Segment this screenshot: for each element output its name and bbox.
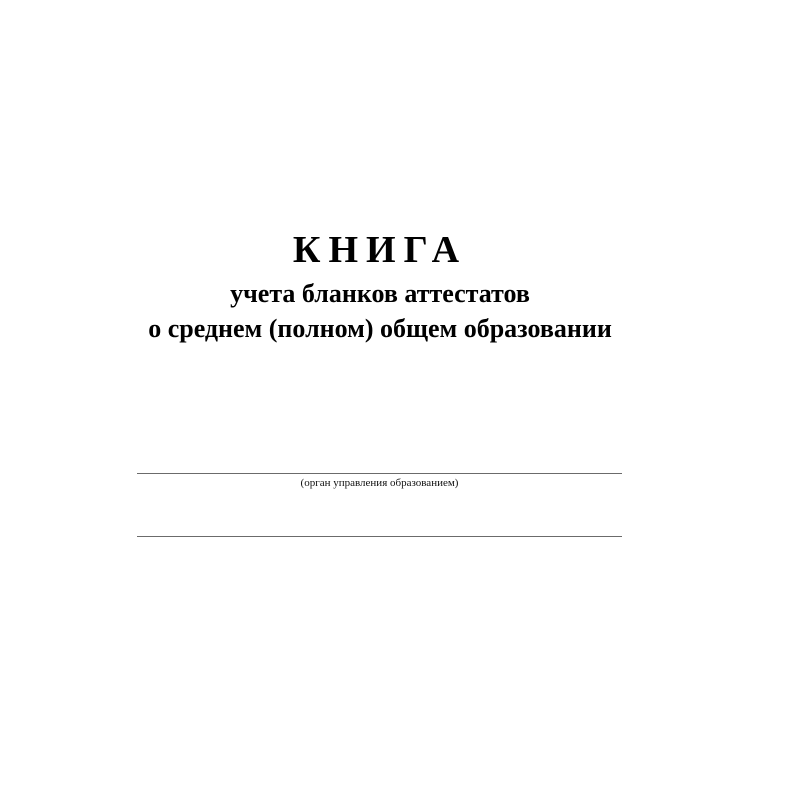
authority-field-line	[137, 473, 622, 474]
document-subtitle-line-2: о среднем (полном) общем образовании	[148, 314, 612, 343]
document-subtitle-line-1: учета бланков аттестатов	[230, 279, 530, 308]
authority-field-caption: (орган управления образованием)	[300, 477, 459, 489]
document-title: КНИГА	[292, 229, 468, 271]
blank-field-line	[137, 536, 622, 537]
